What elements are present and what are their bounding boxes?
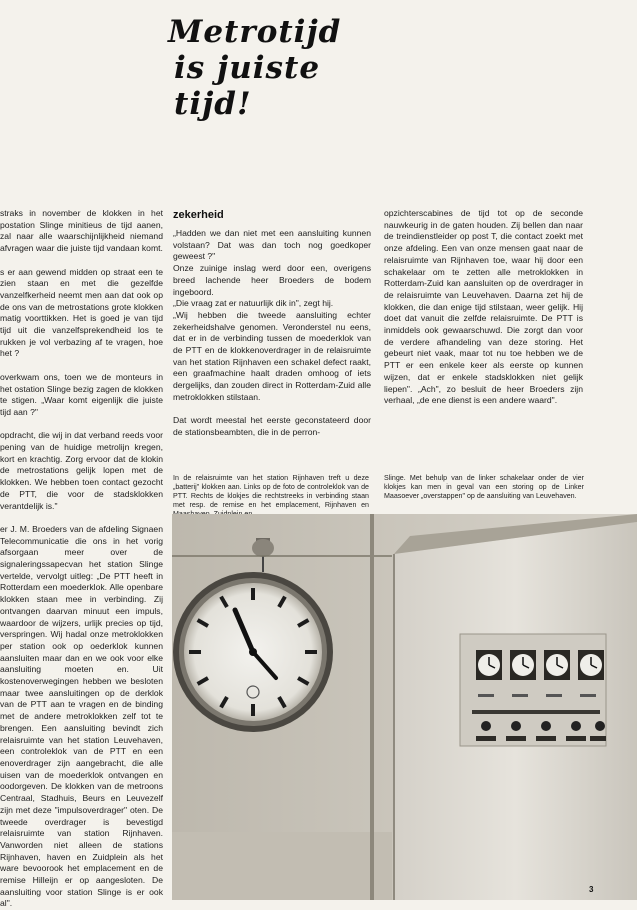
photo-caption-left: In de relaisruimte van het station Rijnhaven treft u deze „batterij" klokken aan. Links op de foto de controleklok van de PTT. Rechts de klokjes die rechtstreeks in verbinding staan met resp. de remise en het emplacement, Rijnhaven en — [173, 474, 369, 509]
text-column-1 — [0, 208, 163, 910]
small-clock-icon — [476, 650, 502, 680]
column1-paragraph: straks in november de klokken in het postation Slinge minitieus de tijd aanen, zal naar alle waarschijnlijkheid niemand afvragen waar die juiste tijd vandaan komt. — [0, 208, 163, 254]
column2-paragraph: „Wij hebben die tweede aansluiting echter zekerheidshalve genomen. Veronderstel nu eens, dat er in de verbinding tussen de moederklok van de PTT en de klokkenoverdrager in de relaisruimte van het station Rijnhaven een schakel defect raakt, een graafmachine haalt draden omhoog of iets dergelijks, dan zouden direct in Rotterdam-Zuid alle metroklokken stilstaan. — [173, 309, 371, 402]
column1-paragraph: overkwam ons, toen we de monteurs in het ostation Slinge bezig zagen de klokken te stigen. „Waar komt eigenlijk die juiste tijd aan ?" — [0, 371, 163, 417]
cable-conduit — [370, 514, 374, 900]
column1-paragraph: opdracht, die wij in dat verband reeds voor pening van de huidige metrolijn kregen, kort en krachtig. Zorg ervoor dat de klokin de metrostations gelijk lopen met de klokken. We hebben toen contact gezocht de PTT, die voor de stadsklokken verantdelijk is." — [0, 430, 163, 511]
article-title — [168, 14, 341, 122]
relay-cabinet — [394, 514, 637, 900]
photo-caption-right: Slinge. Met behulp van de linker schakelaar onder de vier klokjes kan men in geval van een storing op de Linker Maasoever „overstappen" op de aansluiting van Leuvehaven. — [384, 474, 584, 500]
column2-paragraph: „Hadden we dan niet met een aansluiting kunnen volstaan? Dat was dan toch nog goedkoper geweest ?" — [173, 228, 371, 262]
title-line-2: is juiste — [174, 50, 321, 86]
relay-room-photo — [172, 514, 637, 900]
column2-paragraph: „Die vraag zat er natuurlijk dik in", zegt hij. — [173, 298, 334, 309]
column1-paragraph: er J. M. Broeders van de afdeling Signaen Telecommunicatie die ons in het vorig afsorgaan meer over de signaleringssapecvan het station Slinge vertelde, vervolgt uitleg: „De PTT heeft in Rotterdam een moederklok. Alle openbare klokken staan mee in verbinding. Zij ontvangen daarvan minuut een impuls, waardoor de wijzers, urlijk precies op tijd, verspringen. Wij hadal onze metroklokken per station ook op oederklok kunnen aansluiten maar dan en we ook voor elke aansluiting moeten en. Uit kostenoverwegingen hebben we besloten maar twee aansluitingen op de derklok van de PTT aan te vragen en de binding met de andere metroklokken zelf tot te brengen. Een aansluiting bevindt zich relaisruimte van het station Leuvehaven, een controleklok van de PTT en een enoverdrager zijn aangebracht, die alle uisen van de moederklok ontvangen en oodorgeven. De klokken van de metroons Centraal, Stadhuis, Beurs en Leuvezelf zijn met deze "impulsoverdrager" oten. De tweede overdrager is bevestigd relaisruimte van station Rijnhaven. Vanworden niet alleen de stations Rijnhaven, haven en Zuidplein als het ware bevoorook het emplacement en de remise Hilleijn er op aangesloten. De aansluiting voor station Slinge is er ook al". — [0, 523, 163, 909]
title-line-1: Metrotijd — [168, 14, 342, 50]
small-clock-icon — [578, 650, 604, 680]
small-clock-icon — [544, 650, 570, 680]
column2-paragraph: Onze zuinige inslag werd door een, overigens breed lachende heer Broeders de bodem ingeboord. — [173, 263, 371, 297]
floor-area — [172, 832, 392, 900]
title-line-3: tijd! — [174, 86, 252, 122]
small-clock-icon — [510, 650, 536, 680]
relay-room-illustration — [172, 514, 637, 900]
text-column-2 — [173, 208, 371, 439]
column3-paragraph: opzichterscabines de tijd tot op de seconde nauwkeurig in de gaten houden. Zij bellen dan naar de treindienstleider op post T, die contact zoekt met onze afdeling. Een van onze mensen gaat naar de relaisruimte van Rijnhaven toe, waar hij door een schakelaar om te zetten alle metroklokken in Rotterdam-Zuid kan aansluiten op de overdrager in de relaisruimte van Leuvehaven. Daarna zet hij de klokken, die dan enige tijd stilstaan, weer gelijk. Hij doet dat vanuit die zelfde relaisruimte. De PTT is inmiddels ook gewaarschuwd. Die zorgt dan voor de verdere afhandeling van deze storing. Het gebeurt niet vaak, maar tot nu toe hebben we de PTT er een enkele keer als eerste op kunnen wijzen, dat er enkele stadsklokken niet gelijk liepen". „Ach", zo besluit de heer Broeders zijn verhaal, „de ene dienst is een andere waard". — [384, 208, 583, 406]
ptt-control-clock-icon — [173, 572, 333, 732]
column2-paragraph: Dat wordt meestal het eerste geconstateerd door de stationsbeambten, die in de perron- — [173, 415, 371, 437]
section-subheading: zekerheid — [173, 209, 224, 221]
column1-paragraph: s er aan gewend midden op straat een te zien staan en met die gezelfde vanzelfkerheid neemt men aan dat ook op de ons van de metrostations grote klokken matig voorttikken. Het is goed je van tijd tijd uit die vanzelfsprekendheid los te rukken je vol verbazing af te vragen, hoe het ? — [0, 266, 163, 359]
text-column-3 — [384, 208, 583, 407]
page-number: 3 — [589, 885, 594, 894]
